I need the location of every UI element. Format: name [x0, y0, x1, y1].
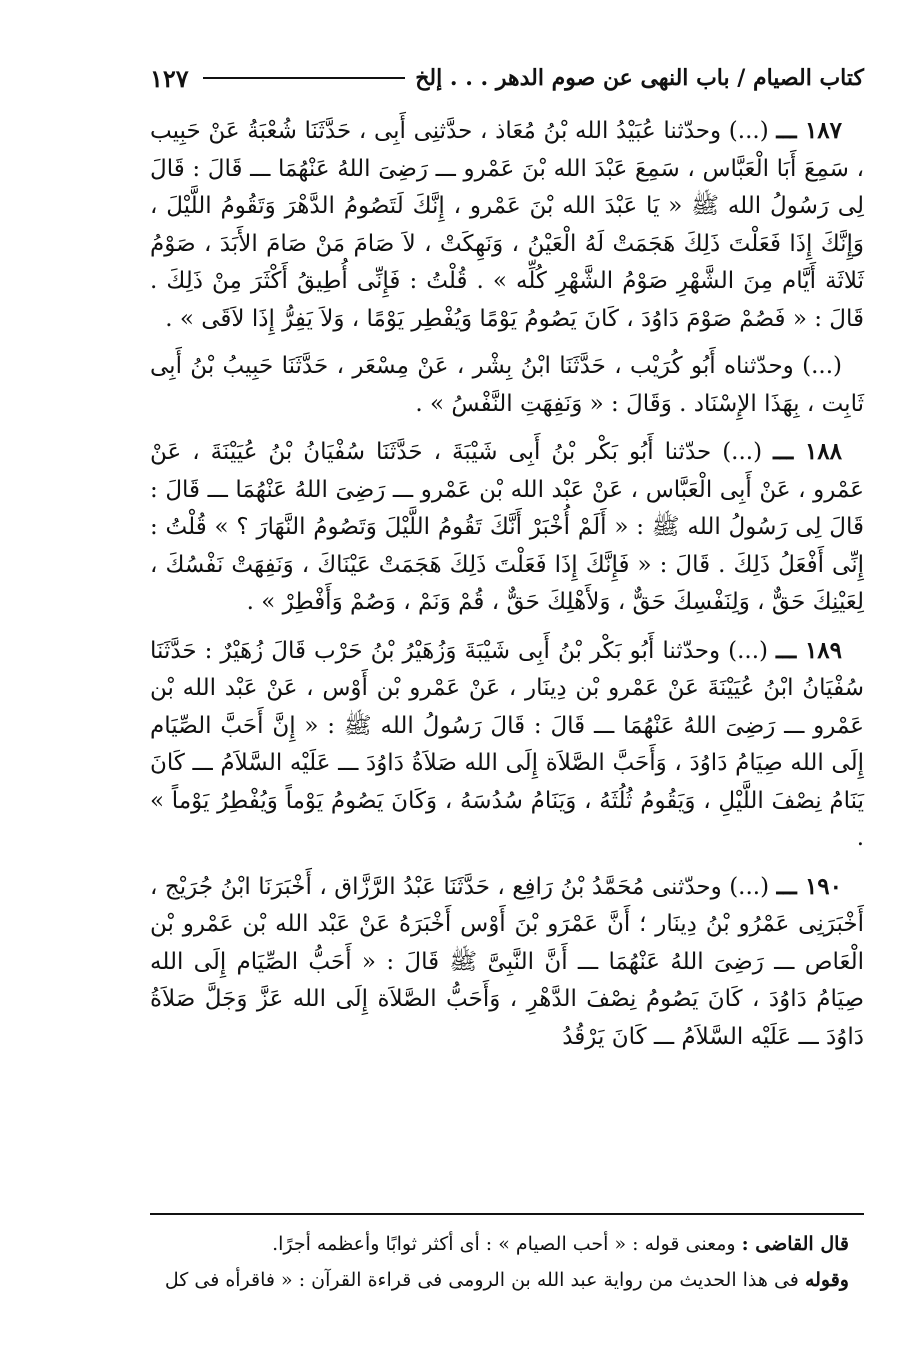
running-header	[150, 58, 864, 98]
footnotes	[150, 1226, 849, 1298]
footnote-text: ومعنى قوله : « أحب الصيام » : أى أكثر ثوابًا وأعظمه أجرًا.	[272, 1233, 742, 1255]
hadith-text: (...) وحدّثنا عُبَيْدُ الله بْنُ مُعَاذ ، حدَّثنِى أَبِى ، حَدَّثَنَا شُعْبَةُ عَنْ حَبِيب ، سَمِعَ أَبَا الْعَبَّاس ، سَمِعَ عَبْدَ الله بْنَ عَمْرو ـــ رَضِىَ اللهُ عَنْهُمَا ـــ قَالَ : قَالَ لِى رَسُولُ الله ﷺ « يَا عَبْدَ الله بْنَ عَمْرو ، إِنَّكَ لَتَصُومُ الدَّهْرَ وَتَقُومُ اللَّيْلَ ، وَإِنَّكَ إِذَا فَعَلْتَ ذَلِكَ هَجَمَتْ لَهُ الْعَيْنُ ، وَنَهِكَتْ ، لاَ صَامَ مَنْ صَامَ الأَبَدَ ، صَوْمُ ثَلاثَة أَيَّام مِنَ الشَّهْرِ صَوْمُ الشَّهْرِ كُلِّه » . قُلْتُ : فَإِنِّى أُطِيقُ أَكْثَرَ مِنْ ذَلِكَ . قَالَ : « فَصُمْ صَوْمَ دَاوُدَ ، كَانَ يَصُومُ يَوْمًا وَيُفْطِر يَوْمًا ، وَلاَ يَفِرُّ إِذَا لاَقَى » .	[150, 118, 864, 332]
footnote-text: فى هذا الحديث من رواية عبد الله بن الرومى فى قراءة القرآن : « فاقرأه فى كل	[164, 1269, 805, 1291]
hadith-number: ١٨٧ ـــ	[776, 117, 842, 144]
hadith-paragraph-187	[150, 112, 864, 338]
hadith-paragraph-189	[150, 632, 864, 858]
hadith-text: (...) حدّثنا أَبُو بَكْر بْنُ أَبِى شَيْبَةَ ، حَدَّثَنَا سُفْيَانُ بْنُ عُيَيْنَةَ ، عَنْ عَمْرو ، عَنْ أَبِى الْعَبَّاس ، عَنْ عَبْد الله بْن عَمْرو ـــ رَضِىَ اللهُ عَنْهُمَا ـــ قَالَ : قَالَ لِى رَسُولُ الله ﷺ : « أَلَمْ أُخْبَرْ أَنَّكَ تَقُومُ اللَّيْلَ وَتَصُومُ النَّهَارَ ؟ » قُلْتُ : إِنِّى أَفْعَلُ ذَلِكَ . قَالَ : « فَإِنَّكَ إِذَا فَعَلْتَ ذَلِكَ هَجَمَتْ عَيْنَاكَ ، وَنَفِهَتْ نَفْسُكَ ، لِعَيْنِكَ حَقٌّ ، وَلِنَفْسِكَ حَقٌّ ، وَلأَهْلِكَ حَقٌّ ، قُمْ وَنَمْ ، وَصُمْ وَأَفْطِرْ » .	[150, 439, 864, 615]
hadith-text: (...) وحدّثنا أَبُو بَكْر بْنُ أَبِى شَيْبَةَ وَزُهَيْرُ بْنُ حَرْب قَالَ زُهَيْرٌ : حَدَّثَنَا سُفْيَانُ ابْنُ عُيَيْنَةَ عَنْ عَمْرو بْن دِينَار ، عَنْ عَمْرو بْن أَوْس ، عَنْ عَبْد الله بْن عَمْرو ـــ رَضِىَ اللهُ عَنْهُمَا ـــ قَالَ : قَالَ رَسُولُ الله ﷺ : « إِنَّ أَحَبَّ الصِّيَام إِلَى الله صِيَامُ دَاوُدَ ، وَأَحَبَّ الصَّلاَة إِلَى الله صَلاَةُ دَاوُدَ ـــ عَلَيْه السَّلاَمُ ـــ كَانَ يَنَامُ نِصْفَ اللَّيْلِ ، وَيَقُومُ ثُلُثَهُ ، وَيَنَامُ سُدُسَهُ ، وَكَانَ يَصُومُ يَوْماً وَيُفْطِرُ يَوْماً » .	[150, 637, 864, 851]
hadith-number: ١٨٨ ـــ	[773, 438, 842, 465]
footnote-divider	[150, 1213, 864, 1215]
footnote-line	[150, 1226, 849, 1262]
chapter-title: كتاب الصيام / باب النهى عن صوم الدهر . . . إلخ	[415, 65, 864, 91]
header-rule	[203, 77, 406, 79]
hadith-text: (...) وحدّثنى مُحَمَّدُ بْنُ رَافِع ، حَدَّثَنَا عَبْدُ الرَّزَّاق ، أَخْبَرَنَا ابْنُ جُرَيْج ، أَخْبَرَنِى عَمْرُو بْنُ دِينَار ؛ أَنَّ عَمْرَو بْنَ أَوْس أَخْبَرَهُ عَنْ عَبْد الله بْن عَمْرو بْن الْعَاص ـــ رَضِىَ اللهُ عَنْهُمَا ـــ أَنَّ النَّبِىَّ ﷺ قَالَ : « أَحَبُّ الصِّيَام إِلَى الله صِيَامُ دَاوُدَ ، كَانَ يَصُومُ نِصْفَ الدَّهْرِ ، وَأَحَبُّ الصَّلاَة إِلَى الله عَزَّ وَجَلَّ صَلاَةُ دَاوُدَ ـــ عَلَيْه السَّلاَمُ ـــ كَانَ يَرْقُدُ	[150, 873, 864, 1050]
hadith-paragraph-190	[150, 868, 864, 1057]
footnote-lead: قال القاضى :	[741, 1233, 849, 1255]
hadith-text: (...) وحدّثناه أَبُو كُرَيْب ، حَدَّثَنَا ابْنُ بِشْر ، عَنْ مِسْعَر ، حَدَّثَنَا حَبِيبُ بْنُ أَبِى ثَابِت ، بِهَذَا الإِسْنَاد . وَقَالَ : « وَنَفِهَتِ النَّفْسُ » .	[150, 353, 864, 417]
page-number: ١٢٧	[150, 63, 189, 93]
hadith-number: ١٨٩ ـــ	[776, 636, 842, 664]
hadith-number: ١٩٠ ـــ	[776, 872, 842, 900]
footnote-line	[150, 1262, 849, 1298]
main-text	[150, 112, 864, 1066]
footnote-lead: وقوله	[804, 1269, 849, 1291]
hadith-paragraph-188	[150, 433, 864, 622]
hadith-paragraph-187-variant	[150, 348, 864, 423]
